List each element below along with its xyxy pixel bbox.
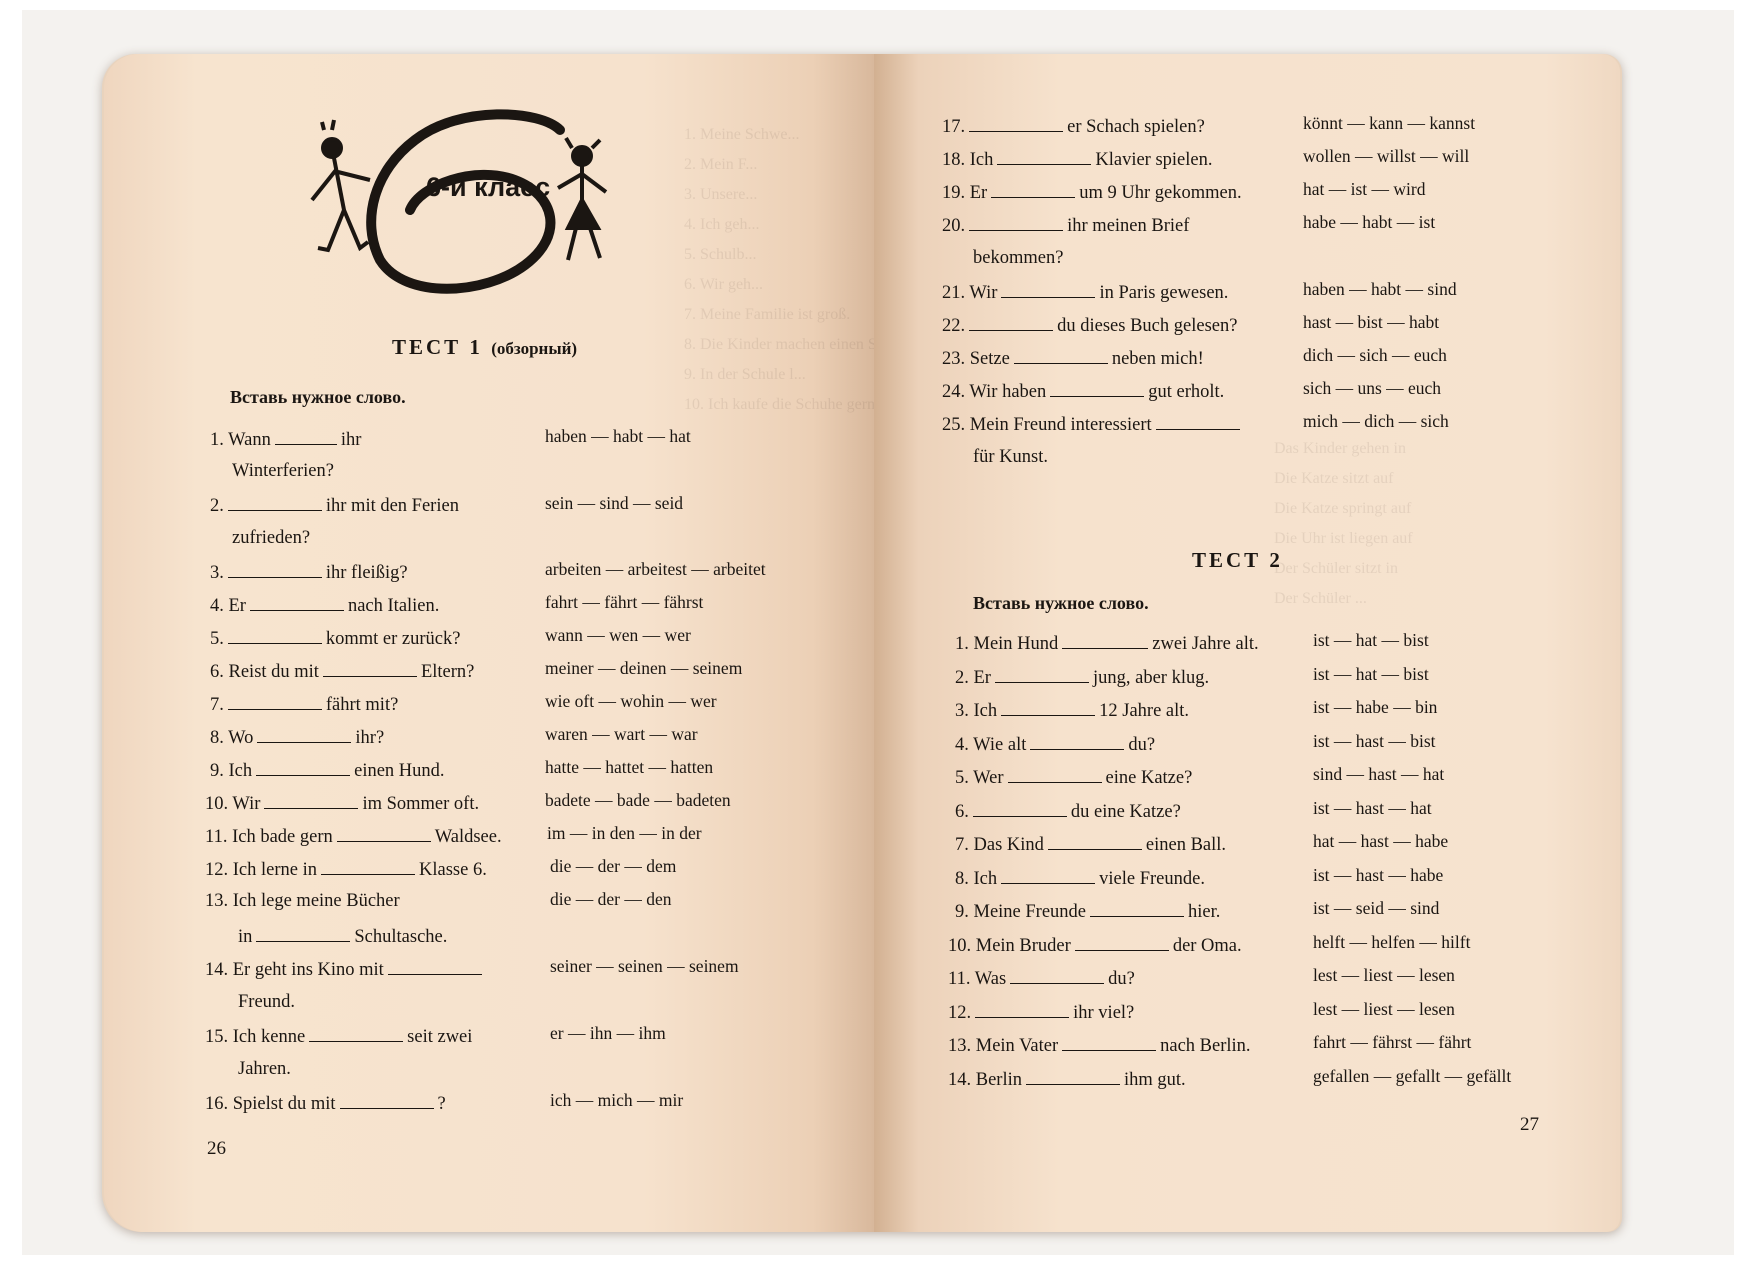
answer-options: wie oft — wohin — wer: [545, 691, 717, 711]
answer-blank[interactable]: [1156, 411, 1240, 430]
answer-options: ist — hast — habe: [1313, 865, 1444, 885]
bleed-through-text: 1. Meine Schwe... 2. Mein F... 3. Unsere... 4. Ich geh... 5. Schulb... 6. Wir geh... 7. Meine Familie ist groß. 8. Die Kinder machen einen 9. In der Schule l... 10. Ich kaufe die Schuhe gern.: [684, 126, 880, 413]
list-item: 9. Meine Freunde hier.: [955, 898, 1220, 924]
answer-options: hat — hast — habe: [1313, 831, 1449, 851]
list-item: 11. Ich bade gern Waldsee.: [205, 823, 502, 849]
list-item-continuation: Jahren.: [238, 1059, 291, 1079]
answer-blank[interactable]: [1001, 865, 1095, 884]
test2-instruction: Вставь нужное слово.: [973, 593, 1149, 613]
answer-options: hatte — hattet — hatten: [545, 757, 714, 777]
list-item-continuation: Freund.: [238, 992, 296, 1012]
answer-blank[interactable]: [1014, 345, 1108, 364]
test1-subtitle: (обзорный): [491, 339, 578, 358]
answer-options: sind — hast — hat: [1313, 764, 1445, 784]
answer-blank[interactable]: [1010, 965, 1104, 984]
answer-options: hast — bist — habt: [1303, 312, 1440, 332]
list-item: 12. Ich lerne in Klasse 6.: [205, 856, 487, 882]
answer-blank[interactable]: [995, 664, 1089, 683]
answer-blank[interactable]: [256, 757, 350, 776]
list-item: 8. Wo ihr?: [210, 724, 384, 750]
answer-options: fahrt — fährt — fährst: [545, 592, 704, 612]
answer-blank[interactable]: [1050, 378, 1144, 397]
list-item: 9. Ich einen Hund.: [210, 757, 445, 783]
answer-blank[interactable]: [321, 856, 415, 875]
answer-options: gefallen — gefallt — gefällt: [1313, 1066, 1512, 1086]
answer-options: fahrt — fährst — fährt: [1313, 1032, 1472, 1052]
boy-figure-icon: [312, 120, 370, 250]
list-item: 14. Berlin ihm gut.: [948, 1066, 1186, 1092]
answer-blank[interactable]: [1048, 831, 1142, 850]
bleed-through-text-right: Das Kinder gehen in Die Katze sitzt auf Die Katze springt auf Die Uhr ist liegen auf Der Schüler sitzt in Der Schüler ...: [1274, 440, 1413, 607]
list-item: 6. du eine Katze?: [955, 798, 1181, 824]
answer-blank[interactable]: [228, 492, 322, 511]
test1-instruction: Вставь нужное слово.: [230, 387, 406, 407]
answer-blank[interactable]: [1062, 1032, 1156, 1051]
list-item-continuation: für Kunst.: [973, 447, 1049, 467]
test1-title-text: ТЕСТ 1: [392, 335, 483, 359]
answer-blank[interactable]: [340, 1090, 434, 1109]
list-item: 17. er Schach spielen?: [942, 113, 1205, 139]
test1-title: [392, 335, 577, 360]
answer-options: lest — liest — lesen: [1313, 965, 1455, 985]
list-item: 13. Mein Vater nach Berlin.: [948, 1032, 1251, 1058]
answer-blank[interactable]: [1026, 1066, 1120, 1085]
answer-blank[interactable]: [1001, 279, 1095, 298]
answer-options: badete — bade — badeten: [545, 790, 731, 810]
list-item-continuation: Winterferien?: [232, 461, 334, 481]
list-item: 4. Er nach Italien.: [210, 592, 439, 618]
list-item: 1. Wann ihr: [210, 426, 361, 452]
answer-blank[interactable]: [1001, 697, 1095, 716]
answer-options: mich — dich — sich: [1303, 411, 1449, 431]
answer-options: meiner — deinen — seinem: [545, 658, 743, 678]
answer-options: ist — hat — bist: [1313, 664, 1429, 684]
list-item: 19. Er um 9 Uhr gekommen.: [942, 179, 1242, 205]
answer-options: sein — sind — seid: [545, 493, 684, 513]
list-item: 11. Was du?: [948, 965, 1135, 991]
girl-figure-icon: [558, 138, 606, 260]
grade-label: 6-й класс: [426, 172, 551, 202]
answer-blank[interactable]: [1090, 898, 1184, 917]
answer-options: ist — hat — bist: [1313, 630, 1429, 650]
test2-title: ТЕСТ 2: [1192, 548, 1283, 572]
answer-options: ist — habe — bin: [1313, 697, 1438, 717]
answer-blank[interactable]: [337, 823, 431, 842]
answer-blank[interactable]: [991, 179, 1075, 198]
answer-blank[interactable]: [969, 312, 1053, 331]
answer-blank[interactable]: [1030, 731, 1124, 750]
answer-options: die — der — dem: [550, 856, 677, 876]
answer-options: arbeiten — arbeitest — arbeitet: [545, 559, 766, 579]
page-number-right: 27: [1520, 1114, 1539, 1135]
list-item: 7. Das Kind einen Ball.: [955, 831, 1226, 857]
answer-options: im — in den — in der: [547, 823, 702, 843]
list-item: 22. du dieses Buch gelesen?: [942, 312, 1237, 338]
list-item: 7. fährt mit?: [210, 691, 398, 717]
list-item: 13. Ich lege meine Bücher: [205, 891, 400, 911]
answer-options: ich — mich — mir: [550, 1090, 684, 1110]
list-item: 23. Setze neben mich!: [942, 345, 1204, 371]
answer-options: lest — liest — lesen: [1313, 999, 1455, 1019]
answer-blank[interactable]: [973, 798, 1067, 817]
answer-options: waren — wart — war: [545, 724, 698, 744]
answer-blank[interactable]: [228, 559, 322, 578]
list-item: 24. Wir haben gut erholt.: [942, 378, 1224, 404]
answer-options: habe — habt — ist: [1303, 212, 1436, 232]
answer-blank[interactable]: [256, 923, 350, 942]
answer-blank[interactable]: [228, 691, 322, 710]
answer-blank[interactable]: [250, 592, 344, 611]
list-item: 10. Mein Bruder der Oma.: [948, 932, 1242, 958]
answer-blank[interactable]: [1075, 932, 1169, 951]
list-item: 21. Wir in Paris gewesen.: [942, 279, 1228, 305]
list-item: 5. kommt er zurück?: [210, 625, 460, 651]
list-item: 3. Ich 12 Jahre alt.: [955, 697, 1189, 723]
answer-options: wann — wen — wer: [545, 625, 691, 645]
list-item: 20. ihr meinen Brief: [942, 212, 1189, 238]
answer-options: ist — hast — hat: [1313, 798, 1432, 818]
answer-options: hat — ist — wird: [1303, 179, 1426, 199]
list-item: 15. Ich kenne seit zwei: [205, 1023, 472, 1049]
answer-blank[interactable]: [323, 658, 417, 677]
answer-options: haben — habt — sind: [1303, 279, 1457, 299]
answer-options: sich — uns — euch: [1303, 378, 1442, 398]
answer-options: helft — helfen — hilft: [1313, 932, 1471, 952]
list-item: 10. Wir im Sommer oft.: [205, 790, 479, 816]
answer-blank[interactable]: [309, 1023, 403, 1042]
list-item: 5. Wer eine Katze?: [955, 764, 1192, 790]
answer-blank[interactable]: [257, 724, 351, 743]
answer-blank[interactable]: [1008, 764, 1102, 783]
list-item-continuation: zufrieden?: [232, 528, 311, 548]
answer-options: könnt — kann — kannst: [1303, 113, 1476, 133]
list-item: 12. ihr viel?: [948, 999, 1134, 1025]
answer-blank[interactable]: [228, 625, 322, 644]
answer-blank[interactable]: [975, 999, 1069, 1018]
answer-options: haben — habt — hat: [545, 426, 691, 446]
answer-blank[interactable]: [969, 113, 1063, 132]
answer-blank[interactable]: [388, 956, 482, 975]
list-item: 8. Ich viele Freunde.: [955, 865, 1205, 891]
list-item: 18. Ich Klavier spielen.: [942, 146, 1213, 172]
answer-options: dich — sich — euch: [1303, 345, 1447, 365]
answer-blank[interactable]: [1062, 630, 1148, 649]
answer-blank[interactable]: [275, 426, 337, 445]
list-item: 14. Er geht ins Kino mit: [205, 956, 486, 982]
list-item: 4. Wie alt du?: [955, 731, 1155, 757]
list-item: 25. Mein Freund interessiert: [942, 411, 1244, 437]
answer-blank[interactable]: [997, 146, 1091, 165]
list-item: 1. Mein Hund zwei Jahre alt.: [955, 630, 1259, 656]
page-number-left: 26: [207, 1138, 226, 1159]
answer-options: wollen — willst — will: [1303, 146, 1470, 166]
list-item: 2. ihr mit den Ferien: [210, 492, 459, 518]
list-item: 6. Reist du mit Eltern?: [210, 658, 474, 684]
list-item: 3. ihr fleißig?: [210, 559, 408, 585]
list-item: 2. Er jung, aber klug.: [955, 664, 1209, 690]
list-item-continuation: bekommen?: [973, 248, 1064, 268]
answer-options: seiner — seinen — seinem: [550, 956, 739, 976]
answer-options: ist — seid — sind: [1313, 898, 1440, 918]
answer-options: ist — hast — bist: [1313, 731, 1436, 751]
answer-blank[interactable]: [969, 212, 1063, 231]
list-item: 16. Spielst du mit ?: [205, 1090, 446, 1116]
list-item-continuation: in Schultasche.: [238, 923, 447, 949]
answer-options: er — ihn — ihm: [550, 1023, 666, 1043]
answer-options: die — der — den: [550, 889, 672, 909]
answer-blank[interactable]: [264, 790, 358, 809]
